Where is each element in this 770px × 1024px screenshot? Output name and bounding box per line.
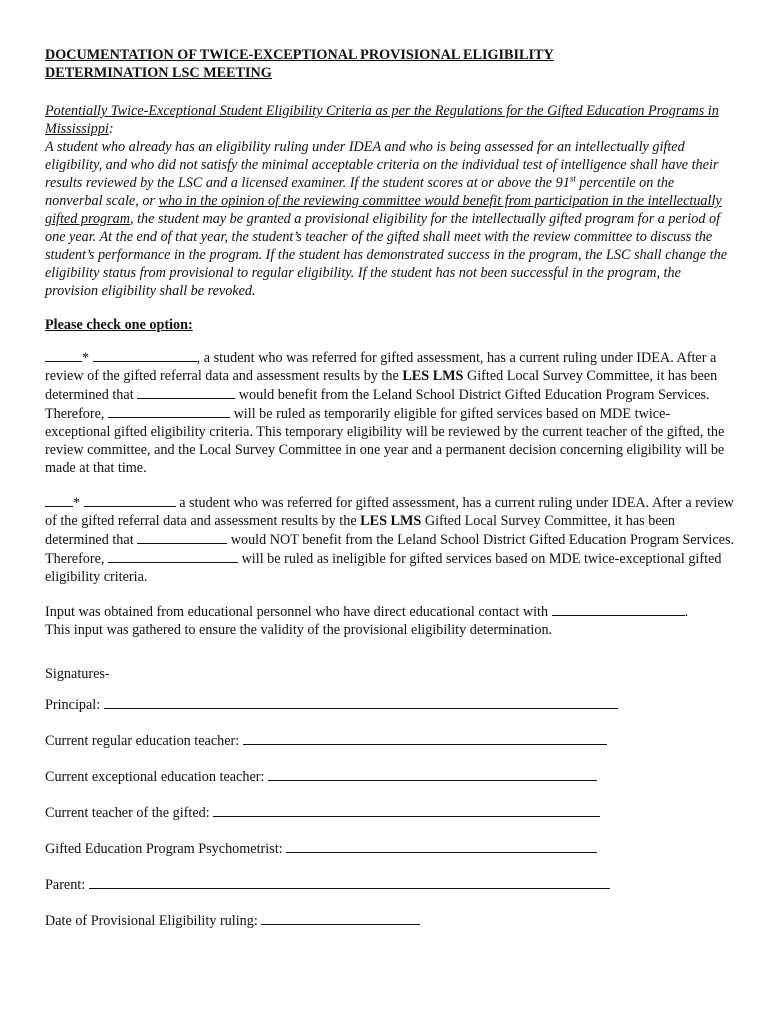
option-1-star: * bbox=[82, 350, 90, 366]
exceptional-teacher-signature-line[interactable] bbox=[268, 767, 597, 781]
option-1-student-name-field-3[interactable] bbox=[108, 404, 230, 418]
title-line-2: DETERMINATION LSC MEETING bbox=[45, 65, 272, 81]
date-line[interactable] bbox=[261, 911, 420, 925]
principal-label: Principal: bbox=[45, 697, 104, 713]
option-ineligible bbox=[45, 493, 735, 586]
signature-exceptional-teacher bbox=[45, 767, 735, 786]
option-2-text-1: a student who was referred for gifted assessment, has a current ruling under IDEA. After a review of the gifted referral data and assessment results by the bbox=[45, 495, 734, 529]
regular-teacher-label: Current regular education teacher: bbox=[45, 733, 243, 749]
option-2-star: * bbox=[73, 495, 81, 511]
signature-parent bbox=[45, 875, 735, 894]
signature-gifted-teacher bbox=[45, 803, 735, 822]
option-2-check-field[interactable] bbox=[45, 493, 73, 507]
option-1-school: LES LMS bbox=[402, 368, 464, 384]
gifted-teacher-label: Current teacher of the gifted: bbox=[45, 805, 214, 821]
option-1-text-2: Gifted Local Survey Committee, it has been determined that bbox=[45, 368, 718, 403]
parent-label: Parent: bbox=[45, 877, 89, 893]
option-2-student-name-field-2[interactable] bbox=[137, 530, 227, 544]
option-2-school: LES LMS bbox=[360, 513, 422, 529]
signature-psychometrist bbox=[45, 839, 735, 858]
option-2-text-3: would NOT benefit from the Leland School District Gifted Education Program Services. Therefore, bbox=[45, 532, 735, 567]
eligibility-criteria bbox=[45, 102, 735, 300]
option-1-text-4: will be ruled as temporarily eligible for gifted services based on MDE twice-exceptional gifted eligibility criteria. This temporary eligibility will be reviewed by the current teacher of the gifted, the review committee, and the Local Survey Committee in one year and a permanent decision concerning eligibility will be made at that time. bbox=[45, 406, 725, 476]
input-note-contact-field[interactable] bbox=[552, 602, 685, 616]
option-2-student-name-field[interactable] bbox=[84, 493, 176, 507]
option-2-student-name-field-3[interactable] bbox=[108, 549, 238, 563]
criteria-text-1: A student who already has an eligibility ruling under IDEA and who is being assessed for an intellectually gifted eligibility, and who did not satisfy the minimal acceptable criteria on the individual test of intelligence shall have their results reviewed by the LSC and a licensed examiner. If the student scores at or above the 91 bbox=[45, 139, 719, 191]
option-1-student-name-field[interactable] bbox=[93, 348, 197, 362]
option-1-text-1: , a student who was referred for gifted assessment, has a current ruling under IDEA. After a review of the gifted referral data and assessment results by the bbox=[45, 350, 717, 384]
parent-signature-line[interactable] bbox=[89, 875, 610, 889]
document-body bbox=[45, 46, 735, 930]
title-line-1: DOCUMENTATION OF TWICE-EXCEPTIONAL PROVISIONAL ELIGIBILITY bbox=[45, 47, 554, 63]
criteria-underlined: who in the opinion of the reviewing committee would benefit from participation in the intellectually gifted program bbox=[45, 193, 722, 227]
signature-principal bbox=[45, 695, 735, 714]
option-2-text-4: will be ruled as ineligible for gifted services based on MDE twice-exceptional gifted eligibility criteria. bbox=[45, 551, 722, 585]
date-label: Date of Provisional Eligibility ruling: bbox=[45, 913, 262, 929]
criteria-text-2: percentile on the nonverbal scale, or bbox=[45, 175, 675, 209]
input-note-text-1: Input was obtained from educational personnel who have direct educational contact with bbox=[45, 604, 552, 620]
option-2-text-2: Gifted Local Survey Committee, it has been determined that bbox=[45, 513, 676, 548]
principal-signature-line[interactable] bbox=[104, 695, 618, 709]
option-eligible bbox=[45, 348, 735, 477]
criteria-superscript: st bbox=[569, 173, 576, 184]
psychometrist-signature-line[interactable] bbox=[286, 839, 597, 853]
option-1-text-3: would benefit from the Leland School District Gifted Education Program Services. Therefore, bbox=[45, 387, 710, 422]
option-1-student-name-field-2[interactable] bbox=[137, 385, 235, 399]
psychometrist-label: Gifted Education Program Psychometrist: bbox=[45, 841, 287, 857]
signatures-label: Signatures- bbox=[45, 666, 110, 682]
criteria-heading-colon: : bbox=[108, 121, 114, 137]
option-1-check-field[interactable] bbox=[45, 348, 82, 362]
signature-date bbox=[45, 911, 735, 930]
criteria-heading: Potentially Twice-Exceptional Student Eligibility Criteria as per the Regulations for the Gifted Education Programs in Mississippi bbox=[45, 103, 719, 137]
criteria-text-3: , the student may be granted a provisional eligibility for the intellectually gifted program for a period of one year. At the end of that year, the student’s teacher of the gifted shall meet with the review committee to discuss the student’s performance in the program. If the student has demonstrated success in the program, the LSC shall change the eligibility status from provisional to regular eligibility. If the student has not been successful in the program, the provision eligibility shall be revoked. bbox=[45, 211, 727, 299]
exceptional-teacher-label: Current exceptional education teacher: bbox=[45, 769, 268, 785]
options-heading: Please check one option: bbox=[45, 317, 193, 333]
input-note-period: . bbox=[684, 604, 689, 620]
gifted-teacher-signature-line[interactable] bbox=[213, 803, 600, 817]
document-title bbox=[45, 46, 735, 82]
input-note-text-2: This input was gathered to ensure the validity of the provisional eligibility determination. bbox=[45, 622, 553, 638]
signature-regular-teacher bbox=[45, 731, 735, 750]
regular-teacher-signature-line[interactable] bbox=[243, 731, 607, 745]
input-note bbox=[45, 602, 735, 639]
